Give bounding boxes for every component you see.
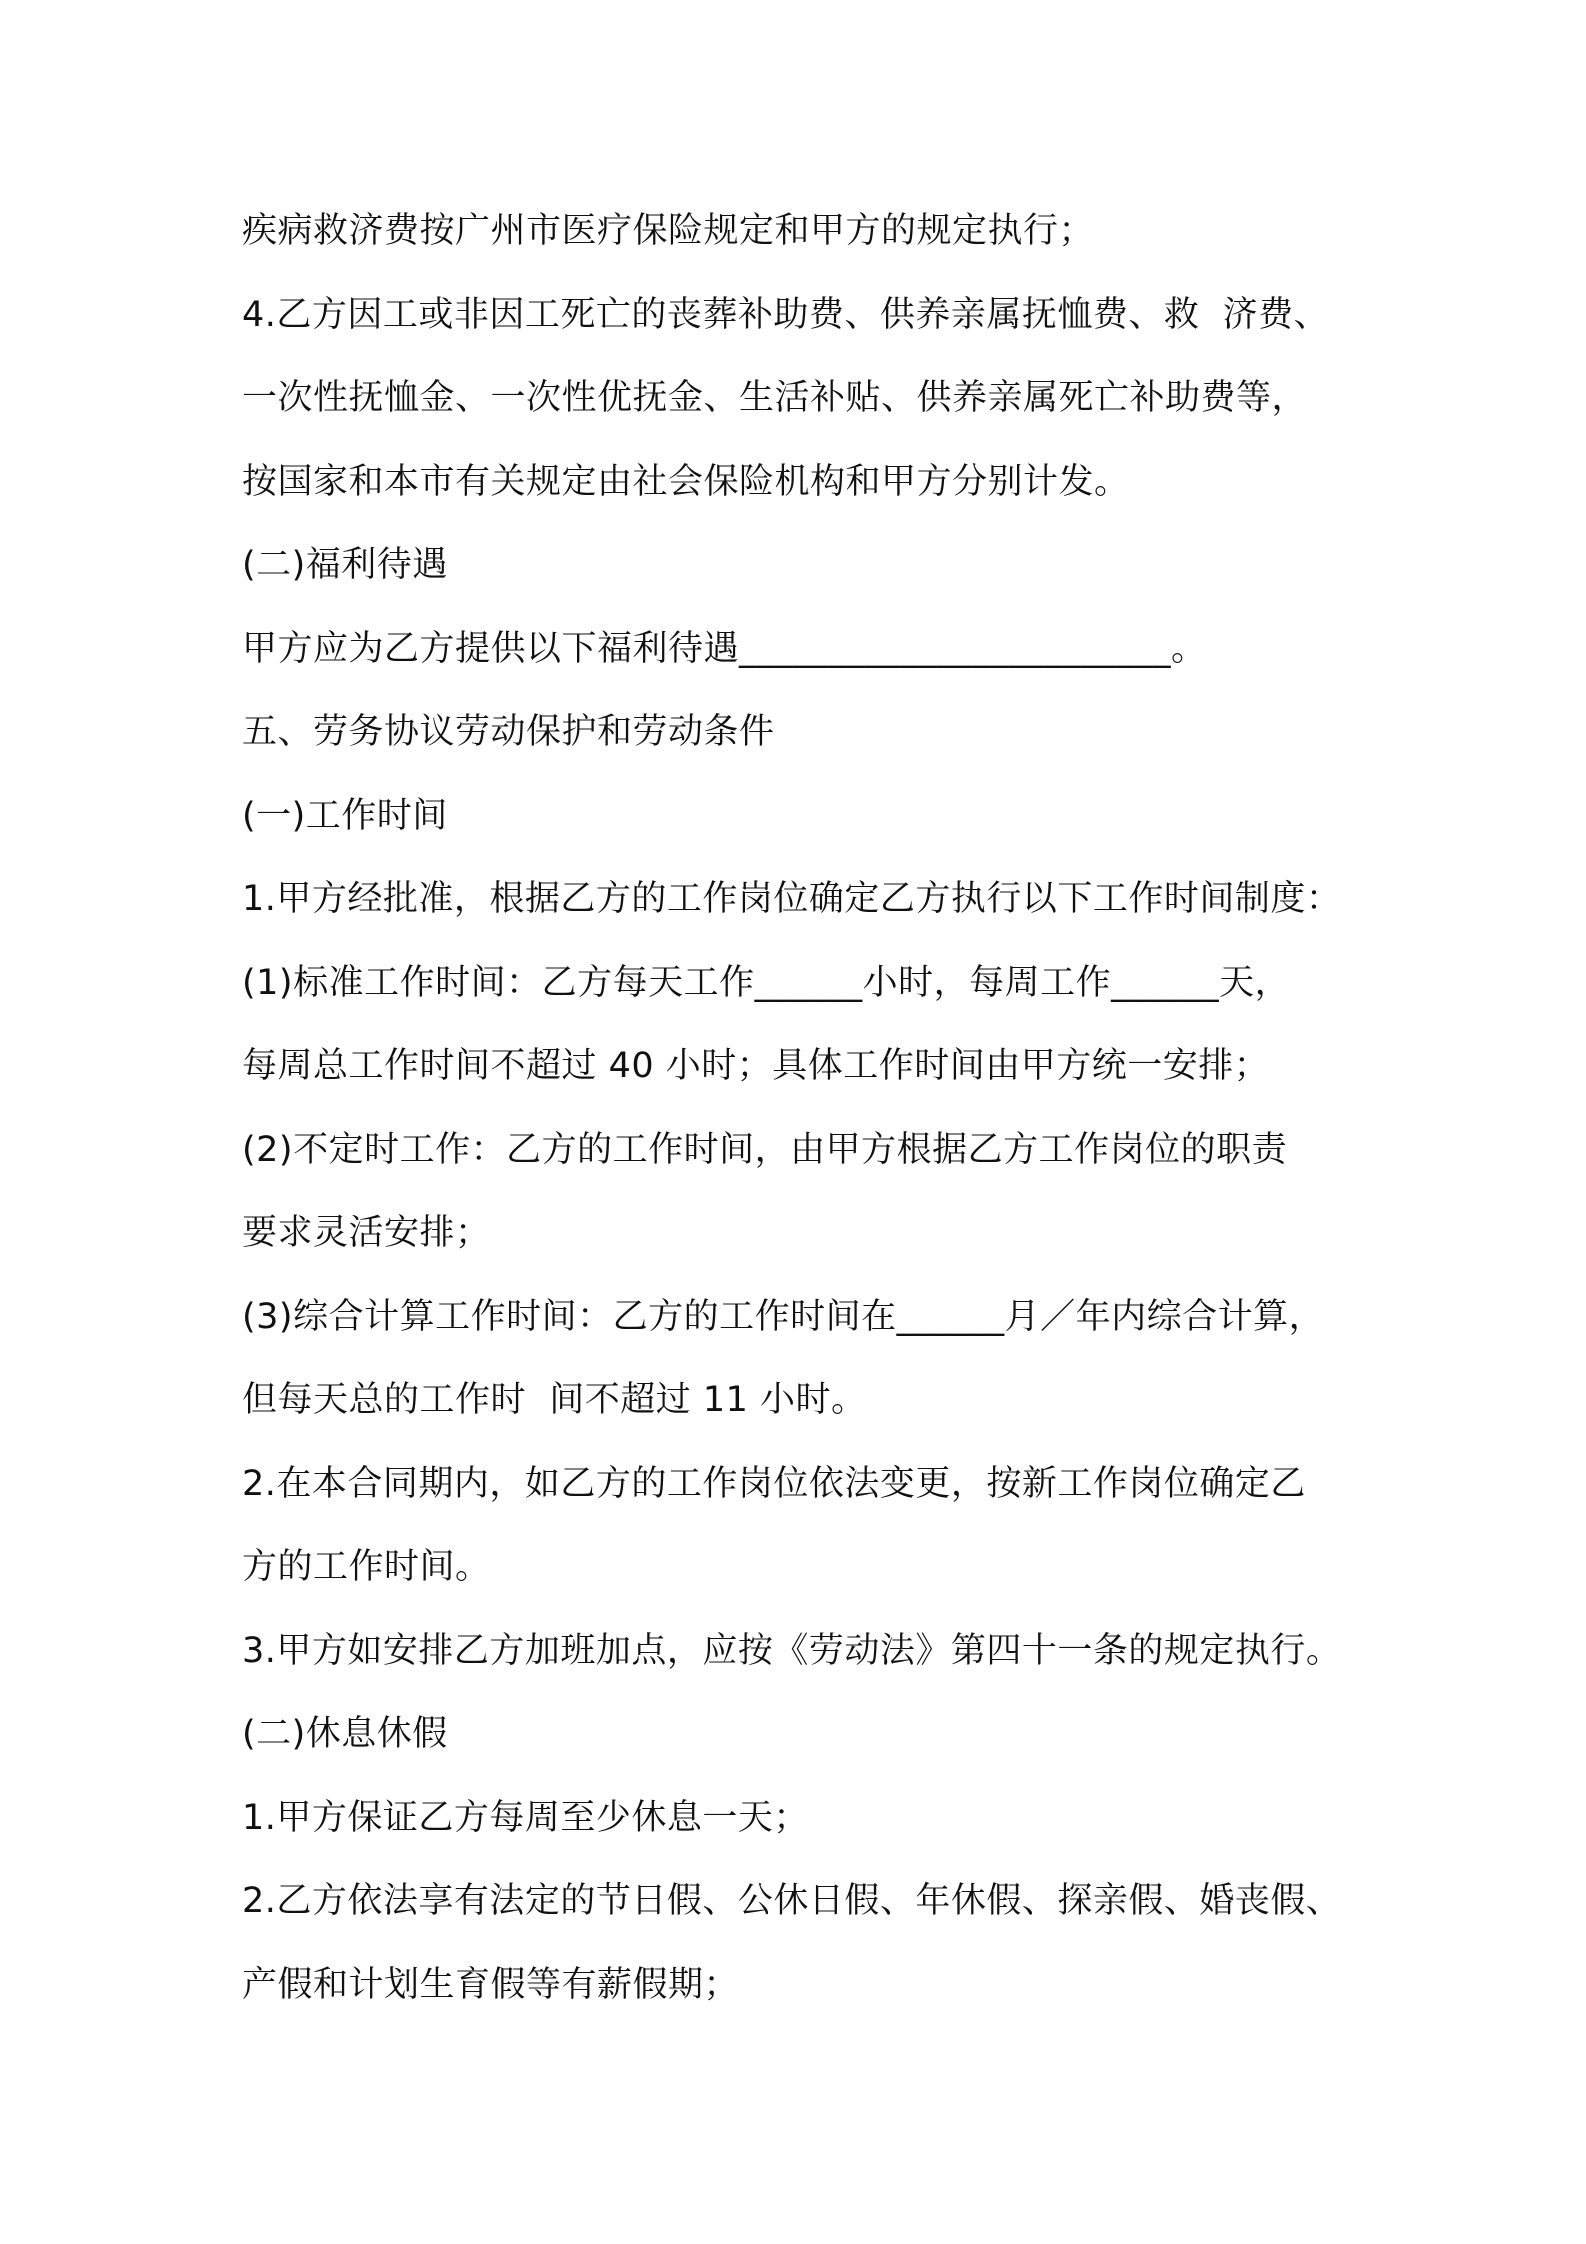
text-line: (2)不定时工作：乙方的工作时间，由甲方根据乙方工作岗位的职责	[242, 1129, 1288, 1170]
text-line: (3)综合计算工作时间：乙方的工作时间在______月／年内综合计算，	[242, 1296, 1325, 1337]
text-line: 方的工作时间。	[242, 1547, 491, 1587]
text-line: 4.乙方因工或非因工死亡的丧葬补助费、供养亲属抚恤费、救 济费、	[242, 294, 1330, 335]
text-line: 按国家和本市有关规定由社会保险机构和甲方分别计发。	[242, 461, 1130, 502]
text-line: 每周总工作时间不超过 40 小时；具体工作时间由甲方统一安排；	[242, 1046, 1270, 1086]
chapter-heading: 五、劳务协议劳动保护和劳动条件	[242, 712, 775, 752]
text-line: 产假和计划生育假等有薪假期；	[242, 1964, 740, 2005]
section-heading: (二)福利待遇	[242, 545, 448, 585]
document-body	[242, 190, 1392, 2027]
text-line: 一次性抚恤金、一次性优抚金、生活补贴、供养亲属死亡补助费等，	[242, 378, 1308, 418]
text-line: 但每天总的工作时 间不超过 11 小时。	[242, 1380, 867, 1420]
section-heading: (一)工作时间	[242, 795, 448, 836]
text-line: 1.甲方经批准，根据乙方的工作岗位确定乙方执行以下工作时间制度：	[242, 879, 1342, 919]
text-line: (1)标准工作时间：乙方每天工作______小时，每周工作______天，	[242, 962, 1291, 1003]
text-line: 3.甲方如安排乙方加班加点，应按《劳动法》第四十一条的规定执行。	[242, 1630, 1342, 1671]
text-line: 1.甲方保证乙方每周至少休息一天；	[242, 1797, 809, 1838]
text-line: 甲方应为乙方提供以下福利待遇________________________。	[242, 628, 1207, 669]
text-line: 疾病救济费按广州市医疗保险规定和甲方的规定执行；	[242, 211, 1095, 251]
text-line: 2.乙方依法享有法定的节日假、公休日假、年休假、探亲假、婚丧假、	[242, 1881, 1342, 1921]
text-line: 要求灵活安排；	[242, 1213, 491, 1253]
section-heading: (二)休息休假	[242, 1714, 448, 1754]
text-line: 2.在本合同期内，如乙方的工作岗位依法变更，按新工作岗位确定乙	[242, 1463, 1306, 1504]
